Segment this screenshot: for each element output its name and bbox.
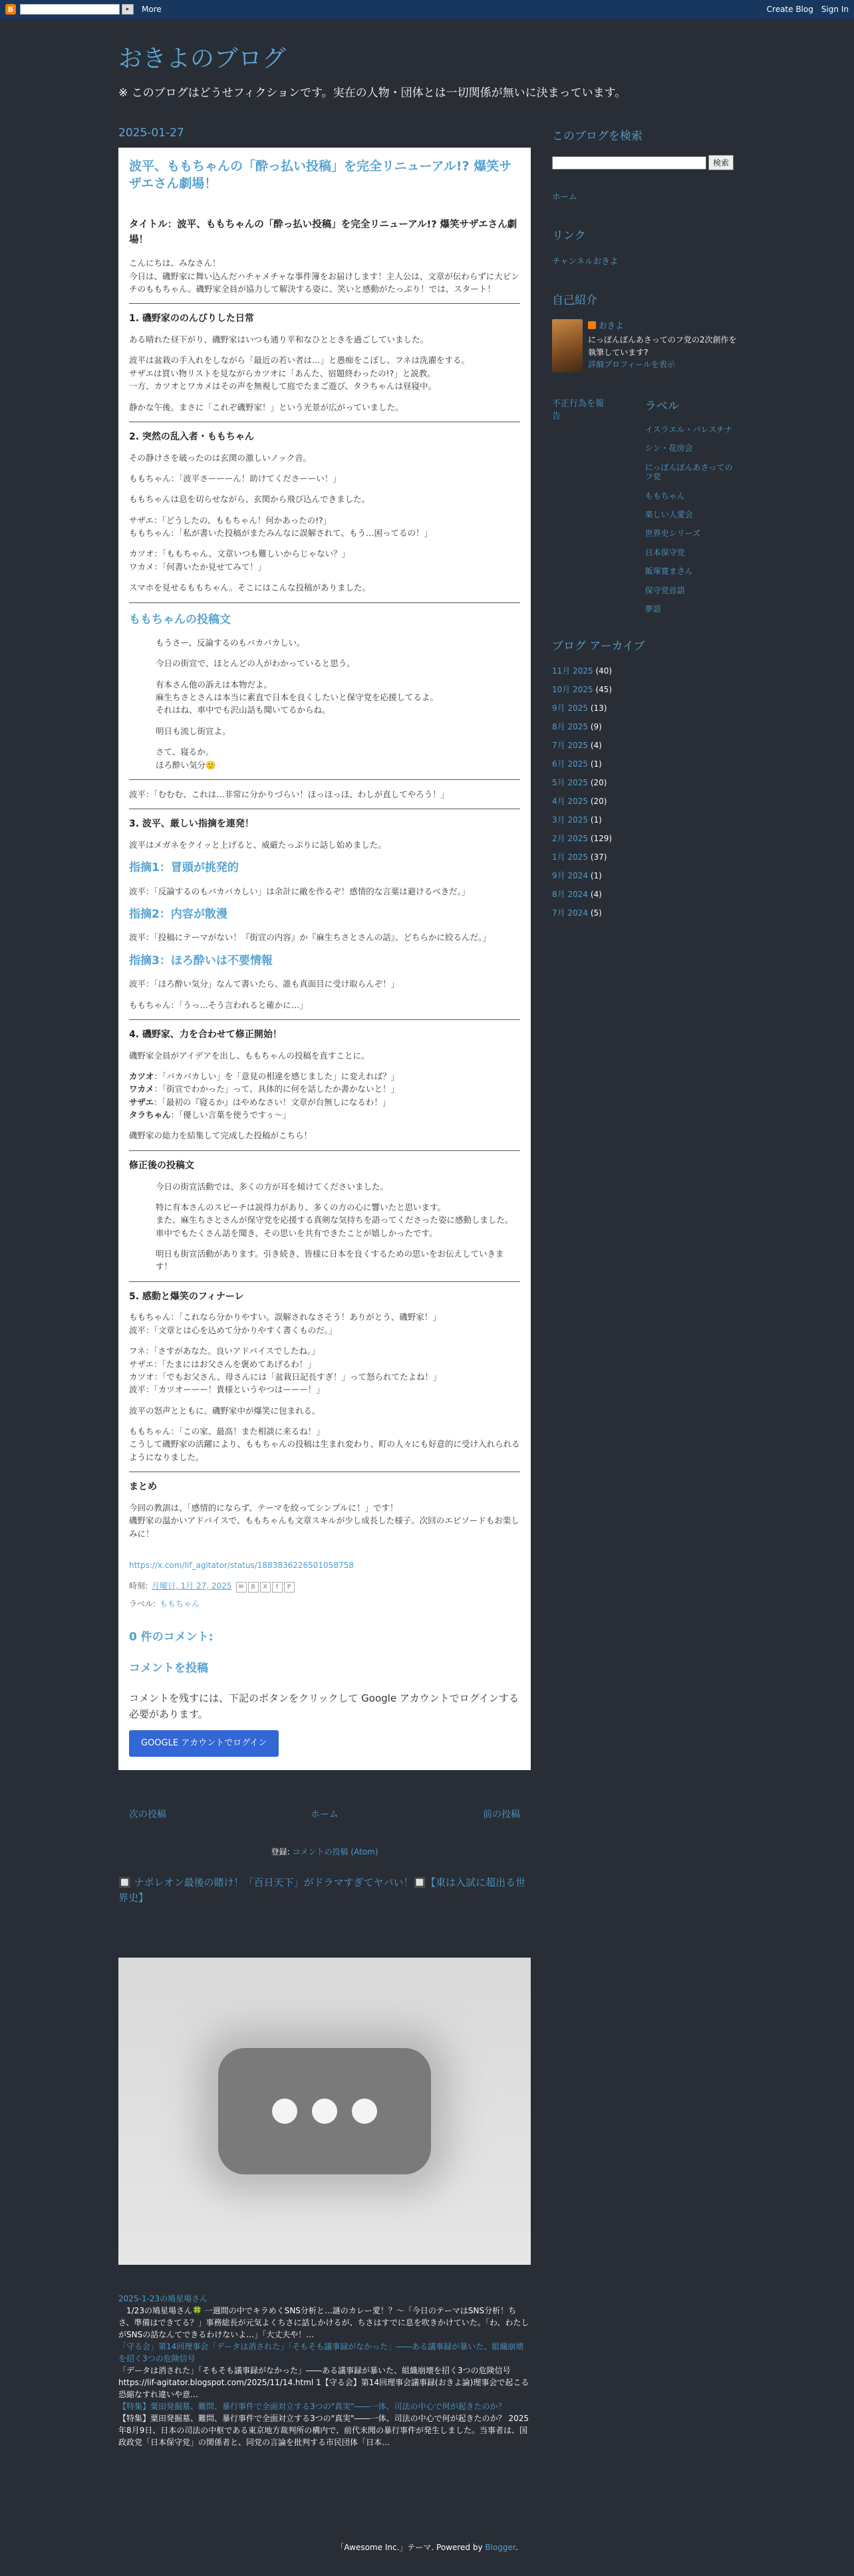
facebook-share-icon[interactable]: f — [272, 1582, 283, 1593]
paragraph: 波平：「ほろ酔い気分」なんて書いたら、誰も真面目に受け取らんぞ！」 — [129, 979, 400, 989]
archive-count: (20) — [590, 797, 607, 807]
paragraph: 磯野家の総力を結集して完成した投稿がこちら！ — [129, 1130, 313, 1141]
comment-login-description: コメントを残すには、下記のボタンをクリックして Google アカウントでログインする必要があります。 — [129, 1692, 519, 1720]
archive-month-link[interactable]: 6月 2025 — [552, 759, 588, 769]
popular-post-title[interactable]: 「守る会」第14回理事会「データは消された」「そもそも議事録がなかった」――ある議事録が暴いた、組織崩壊を招く3つの危険信号 — [118, 2342, 524, 2363]
archive-month-link[interactable]: 9月 2025 — [552, 704, 588, 713]
archive-month-link[interactable]: 8月 2024 — [552, 890, 588, 900]
label-link[interactable]: シン・花房会 — [644, 444, 693, 453]
archive-month-link[interactable]: 11月 2025 — [552, 666, 593, 676]
speaker-line: ：「最初の『寝るか』はやめなさい！文章が台無しになるわ！」 — [154, 1096, 391, 1107]
comments-section — [129, 1628, 520, 1757]
speaker-name: ワカメ — [129, 1084, 154, 1095]
profile-detail-link[interactable]: 詳細プロフィールを表示 — [588, 360, 675, 370]
speaker-line: ：「バカバカしい」を「意見の相違を感じました」に変えれば？」 — [154, 1071, 400, 1081]
point-heading: 指摘2：内容が散漫 — [129, 908, 227, 922]
popular-posts — [118, 2293, 531, 2448]
blog-header — [118, 40, 737, 100]
related-thumbnail[interactable] — [118, 1958, 531, 2265]
popular-post-excerpt: 「データは消された」「そもそも議事録がなかった」――ある議事録が暴いた、組織崩壊を招く3つの危険信号 https://lif-agitator.blogspot.com/2025/11/14.html 1【守る会】第14回理事会議事録(おきよ論)理事会で起こる恐縮なすれ違いや意… — [118, 2366, 529, 2399]
archive-count: (129) — [590, 834, 613, 844]
archive-month-link[interactable]: 2月 2025 — [552, 834, 588, 844]
post-date: 2025-01-27 — [118, 126, 184, 140]
post-label-link[interactable]: ももちゃん — [160, 1599, 200, 1609]
subscribe-label: 登録: — [271, 1847, 290, 1857]
profile-avatar[interactable] — [552, 319, 583, 372]
subscribe-row — [118, 1846, 531, 1857]
pages-widget — [552, 190, 738, 202]
intro-paragraph — [129, 257, 520, 295]
archive-month-link[interactable]: 4月 2025 — [552, 797, 588, 807]
speaker-line: ：「街宣でわかった」って、具体的に何を話したか書かないと！」 — [154, 1084, 400, 1095]
paragraph: カツオ：「ももちゃん、文章いつも難しいからじゃない？」 ワカメ：「何書いたか見せてみて！」 — [129, 549, 351, 572]
label-link[interactable]: 日本保守党 — [644, 547, 685, 557]
post-time-row — [129, 1580, 520, 1593]
older-post-link[interactable]: 前の投稿 — [483, 1809, 520, 1820]
blogger-navbar — [0, 0, 854, 19]
post-labels-row — [129, 1598, 520, 1610]
quote-line: もうさー、反論するのもバカバカしい。 — [156, 637, 305, 648]
create-blog-link[interactable]: Create Blog — [766, 5, 813, 14]
share-buttons — [236, 1580, 296, 1593]
paragraph: サザエ：「どうしたの、ももちゃん！何かあったの!?」 ももちゃん：「私が書いた投稿がまたみんなに誤解されて、もう…困ってるの！」 — [129, 515, 433, 539]
label-link[interactable]: イスラエル・パレスチナ — [644, 425, 733, 434]
paragraph: 波平：「反論するのもバカバカしい」は余計に敵を作るぞ！感情的な言葉は避けるべきだ。」 — [129, 886, 470, 896]
divider — [129, 1281, 520, 1282]
post-pager — [118, 1807, 531, 1821]
revised-post-heading: 修正後の投稿文 — [129, 1160, 194, 1171]
search-widget-title: このブログを検索 — [552, 130, 642, 143]
navbar-search-button[interactable]: ▸ — [122, 4, 134, 15]
paragraph: ももちゃん：「うっ…そう言われると確かに…」 — [129, 999, 308, 1010]
section-heading: 4. 磯野家、力を合わせて修正開始！ — [129, 1029, 282, 1040]
archive-list — [552, 665, 738, 918]
labels-label: ラベル: — [129, 1599, 156, 1609]
blogger-link[interactable]: Blogger — [485, 2543, 515, 2552]
archive-widget-title: ブログ アーカイブ — [552, 640, 645, 654]
chat-bubble-icon — [218, 2048, 431, 2174]
source-link[interactable]: https://x.com/lif_agitator/status/1883836226501058758 — [129, 1561, 354, 1571]
navbar-more-link[interactable]: More — [142, 5, 162, 14]
quote-line: 有本さん他の訴えは本物だよ。 麻生ちさとさんは本当に素直で日本を良くしたいと保守党を応援してるよ。 それはね、車中でも沢山話も聞いてるからね。 — [156, 679, 439, 715]
archive-count: (1) — [590, 759, 602, 769]
links-widget-title: リンク — [552, 229, 586, 243]
section-heading: 5. 感動と爆笑のフィナーレ — [129, 1291, 244, 1302]
paragraph: 波平：「投稿にテーマがない！『街宣の内容』か『麻生ちさとさんの話』、どちらかに絞るんだ。」 — [129, 932, 491, 943]
archive-count: (9) — [590, 722, 602, 732]
report-abuse-link[interactable]: 不正行為を報告 — [552, 399, 605, 422]
related-post — [118, 1875, 531, 1906]
comments-count: 0 件のコメント: — [129, 1630, 214, 1644]
blogthis-icon[interactable]: B — [248, 1582, 259, 1593]
intro-line: 今日は、磯野家に舞い込んだハチャメチャな事件簿をお届けします！主人公は、文章が伝わらずに大ピンチのももちゃん。磯野家全員が協力して解決する姿に、笑いと感動がたっぷり！では、スタート！ — [129, 271, 519, 294]
email-share-icon[interactable]: ✉ — [236, 1582, 247, 1593]
point-heading: 指摘3：ほろ酔いは不要情報 — [129, 954, 273, 967]
comment-feed-link[interactable]: コメントの投稿 (Atom) — [292, 1847, 378, 1857]
paragraph: スマホを見せるももちゃん。そこにはこんな投稿がありました。 — [129, 582, 371, 593]
speaker-name: カツオ — [129, 1071, 154, 1081]
channel-link[interactable]: チャンネルおきよ — [552, 256, 619, 266]
dialogue-block — [129, 1070, 520, 1122]
blogger-logo-icon[interactable]: B — [5, 4, 16, 15]
popular-post-item — [118, 2293, 531, 2341]
links-widget — [552, 226, 738, 267]
label-link[interactable]: 楽しい人愛会 — [644, 509, 693, 519]
paragraph: 静かな午後。まさに「これぞ磯野家！」という光景が広がっていました。 — [129, 402, 404, 412]
paragraph: ある晴れた昼下がり、磯野家はいつも通り平和なひとときを過ごしていました。 — [129, 334, 429, 345]
profile-name-link[interactable]: おきよ — [599, 321, 624, 330]
sign-in-link[interactable]: Sign In — [821, 5, 849, 14]
label-link[interactable]: にっぽんぽんあさってのフ党 — [644, 462, 733, 482]
speaker-name: タラちゃん — [129, 1110, 171, 1120]
navbar-search-input[interactable] — [20, 4, 120, 15]
archive-count: (1) — [590, 871, 602, 881]
summary-heading: まとめ — [129, 1481, 157, 1493]
archive-count: (40) — [595, 666, 613, 676]
paragraph: 波平はメガネをクイッと上げると、威厳たっぷりに話し始めました。 — [129, 840, 386, 850]
paragraph: 磯野家全員がアイデアを出し、ももちゃんの投稿を直すことに。 — [129, 1050, 370, 1061]
paragraph: 波平の怒声とともに、磯野家中が爆笑に包まれる。 — [129, 1405, 321, 1416]
original-post-heading: ももちゃんの投稿文 — [129, 612, 231, 626]
labels-widget-title: ラベル — [644, 400, 679, 413]
attribution-end: . — [515, 2543, 518, 2552]
quote-line: さて、寝るか。 ほろ酔い気分🙂 — [156, 747, 216, 770]
archive-widget — [552, 636, 738, 918]
section-heading: 1. 磯野家ののんびりした日常 — [129, 313, 254, 324]
archive-month-link[interactable]: 1月 2025 — [552, 852, 588, 862]
popular-post-item — [118, 2400, 531, 2448]
profile-description: にっぽんぽんあさってのフ党の2次創作を執筆しています? — [588, 335, 737, 357]
paragraph: ももちゃん：「波平さーーーん！助けてくださーーい！」 — [129, 473, 341, 483]
quote-line: 今日の街宣活動では、多くの方が耳を傾けてくださいました。 — [156, 1181, 389, 1192]
labels-list — [645, 425, 738, 614]
archive-count: (45) — [595, 685, 613, 695]
archive-month-link[interactable]: 8月 2025 — [552, 722, 588, 732]
popular-post-title[interactable]: 【特集】粟田発掘墓、難問、暴行事件で全面対立する3つの"真実"――一体、司法の中心で何が起きたのか？ — [118, 2402, 506, 2411]
popular-post-excerpt: 1/23の鳩星場さん🍀 一週間の中でキラめくSNS分析と…謎のカレー愛！？～「今日のテーマはSNS分析！ちさ、準備はできてる？」事務総長が元気よくちさに話しかけるが、ちさはすでに息を吹きかけていた。「わ、わたしがSNSの話なんてできるわけないよ…」「大丈夫や！… — [118, 2306, 529, 2339]
label-link[interactable]: 夢語 — [644, 604, 661, 614]
paragraph: ももちゃん：「この家、最高！また相談に来るね！」 こうして磯野家の活躍により、ももちゃんの投稿は生まれ変わり、町の人々にも好意的に受け入れられるようになりました。 — [129, 1426, 520, 1462]
quote-line: 今日の街宣で、ほとんどの人がわかっていると思う。 — [156, 658, 355, 669]
archive-month-link[interactable]: 10月 2025 — [552, 685, 593, 695]
archive-count: (20) — [590, 778, 607, 788]
x-share-icon[interactable]: X — [260, 1582, 271, 1593]
paragraph: その静けさを破ったのは玄関の激しいノック音。 — [129, 452, 312, 463]
speaker-line: ：「優しい言葉を使うですぅ～」 — [170, 1110, 291, 1120]
archive-count: (4) — [590, 890, 602, 900]
report-and-labels — [552, 396, 738, 623]
post-title[interactable]: 波平、ももちゃんの「酔っ払い投稿」を完全リニューアル!? 爆笑サザエさん劇場！ — [129, 159, 512, 191]
archive-count: (5) — [590, 908, 602, 918]
section-heading: 3. 波平、厳しい指摘を連発！ — [129, 819, 254, 830]
archive-count: (1) — [590, 815, 602, 825]
label-link[interactable]: 飯塚寛まさん — [644, 567, 693, 577]
paragraph: 波平：「むむむ、これは…非常に分かりづらい！ほっほっほ、わしが直してやろう！」 — [129, 789, 450, 799]
point-heading: 指摘1：冒頭が挑発的 — [129, 861, 239, 875]
time-label: 時刻: — [129, 1581, 148, 1591]
attribution-text: 「Awesome Inc.」テーマ. Powered by — [336, 2543, 486, 2552]
divider — [129, 303, 520, 304]
blogger-profile-icon — [588, 321, 596, 329]
sidebar-home-link[interactable]: ホーム — [552, 192, 577, 201]
paragraph: 今回の教訓は、「感情的にならず、テーマを絞ってシンプルに！」です！ 磯野家の温かいアドバイスで、ももちゃんも文章スキルが少し成長した様子。次回のエピソードもお楽しみに！ — [129, 1502, 519, 1539]
archive-month-link[interactable]: 7月 2024 — [552, 908, 588, 918]
paragraph: 波平は盆栽の手入れをしながら「最近の若い者は…」と愚痴をこぼし、フネは洗濯をする。 サザエは買い物リストを見ながらカツオに「あんた、宿題終わったの!?」と説教。 一方、カツオとワカメはその声を無視して庭でたまご遊び、タラちゃんは昼寝中。 — [129, 355, 470, 392]
quote-line: 明日も街宣活動があります。引き続き、皆様に日本を良くするための思いをお伝えしていきます！ — [156, 1249, 504, 1272]
original-post-quote — [156, 636, 520, 771]
paragraph: ももちゃんは息を切らせながら、玄関から飛び込んできました。 — [129, 494, 370, 505]
related-post-title[interactable]: 🔲 ナポレオン最後の賭け！「百日天下」がドラマすぎてヤバい！🔲【東は入試に超出る世界史】 — [118, 1876, 526, 1904]
label-link[interactable]: 世界史シリーズ — [644, 529, 701, 539]
divider — [129, 1019, 520, 1020]
divider — [129, 779, 520, 780]
label-link[interactable]: 保守党首語 — [644, 585, 685, 595]
quote-line: 明日も流し街宣よ。 — [156, 725, 231, 736]
google-login-button[interactable]: GOOGLE アカウントでログイン — [129, 1730, 279, 1757]
archive-count: (37) — [590, 852, 607, 862]
speaker-name: サザエ — [129, 1096, 154, 1107]
newer-post-link[interactable]: 次の投稿 — [129, 1809, 166, 1820]
archive-month-link[interactable]: 9月 2024 — [552, 871, 588, 881]
intro-line: こんにちは、みなさん！ — [129, 258, 221, 269]
blog-search-button[interactable]: 検索 — [708, 155, 734, 170]
paragraph: フネ：「さすがあなた。良いアドバイスでしたね。」 サザエ：「たまにはお父さんを褒めてあげるわ！」 カツオ：「でもお父さん、母さんには「盆栽日記長すぎ！」って怒られてたよね！」 波平：「カツオーーー！貴様というやつはーーー！」 — [129, 1346, 442, 1395]
revised-post-quote — [156, 1180, 520, 1273]
archive-month-link[interactable]: 3月 2025 — [552, 815, 588, 825]
post-body — [118, 148, 531, 1770]
divider — [129, 1150, 520, 1151]
popular-post-excerpt: 【特集】粟田発掘墓、難問、暴行事件で全面対立する3つの"真実"――一体、司法の中心で何が起きたのか？ 2025年8月9日、日本の司法の中枢である東京地方裁判所の構内で、前代未聞の暴行事件が発生しました。当事者は、国政政党「日本保守党」の関係者と、同党の言論を批判する市民団体「日本… — [118, 2414, 529, 2447]
section-heading: 2. 突然の乱入者・ももちゃん — [129, 431, 254, 442]
blog-title[interactable]: おきよのブログ — [118, 45, 287, 72]
profile-widget-title: 自己紹介 — [552, 294, 597, 307]
home-link[interactable]: ホーム — [311, 1809, 339, 1820]
blog-search-input[interactable] — [552, 156, 706, 170]
archive-month-link[interactable]: 7月 2025 — [552, 741, 588, 751]
sidebar — [552, 126, 738, 942]
search-widget — [552, 126, 738, 170]
quote-line: 特に有本さんのスピーチは説得力があり、多くの方の心に響いたと思います。 また、麻生ちさとさんが保守党を応援する真剣な気持ちを語ってくださった姿に感動しました。 車中でもたくさん話を聞き、その思いを共有できたことが嬉しかったです。 — [156, 1202, 513, 1238]
paragraph: ももちゃん：「これなら分かりやすい。誤解されなさそう！ありがとう、磯野家！」 波平：「文章とは心を込めて分かりやすく書くものだ。」 — [129, 1312, 441, 1335]
profile-widget — [552, 291, 738, 372]
label-link[interactable]: ももちゃん — [644, 491, 685, 501]
archive-month-link[interactable]: 5月 2025 — [552, 778, 588, 788]
divider — [129, 602, 520, 603]
comment-post-title: コメントを投稿 — [129, 1661, 208, 1675]
popular-post-title[interactable]: 2025-1-23の鳩星場さん — [118, 2294, 208, 2303]
blog-description: ※ このブログはどうせフィクションです。実在の人物・団体とは一切関係が無いに決まっています。 — [118, 86, 627, 100]
post-subtitle: タイトル：波平、ももちゃんの「酔っ払い投稿」を完全リニューアル!? 爆笑サザエさん劇場！ — [129, 219, 517, 245]
popular-post-item — [118, 2341, 531, 2400]
main-column — [118, 126, 531, 1770]
archive-count: (4) — [590, 741, 602, 751]
theme-attribution — [0, 2541, 854, 2553]
post-timestamp-link[interactable]: 月曜日, 1月 27, 2025 — [152, 1581, 232, 1591]
archive-count: (13) — [590, 704, 607, 713]
pinterest-share-icon[interactable]: P — [284, 1582, 295, 1593]
